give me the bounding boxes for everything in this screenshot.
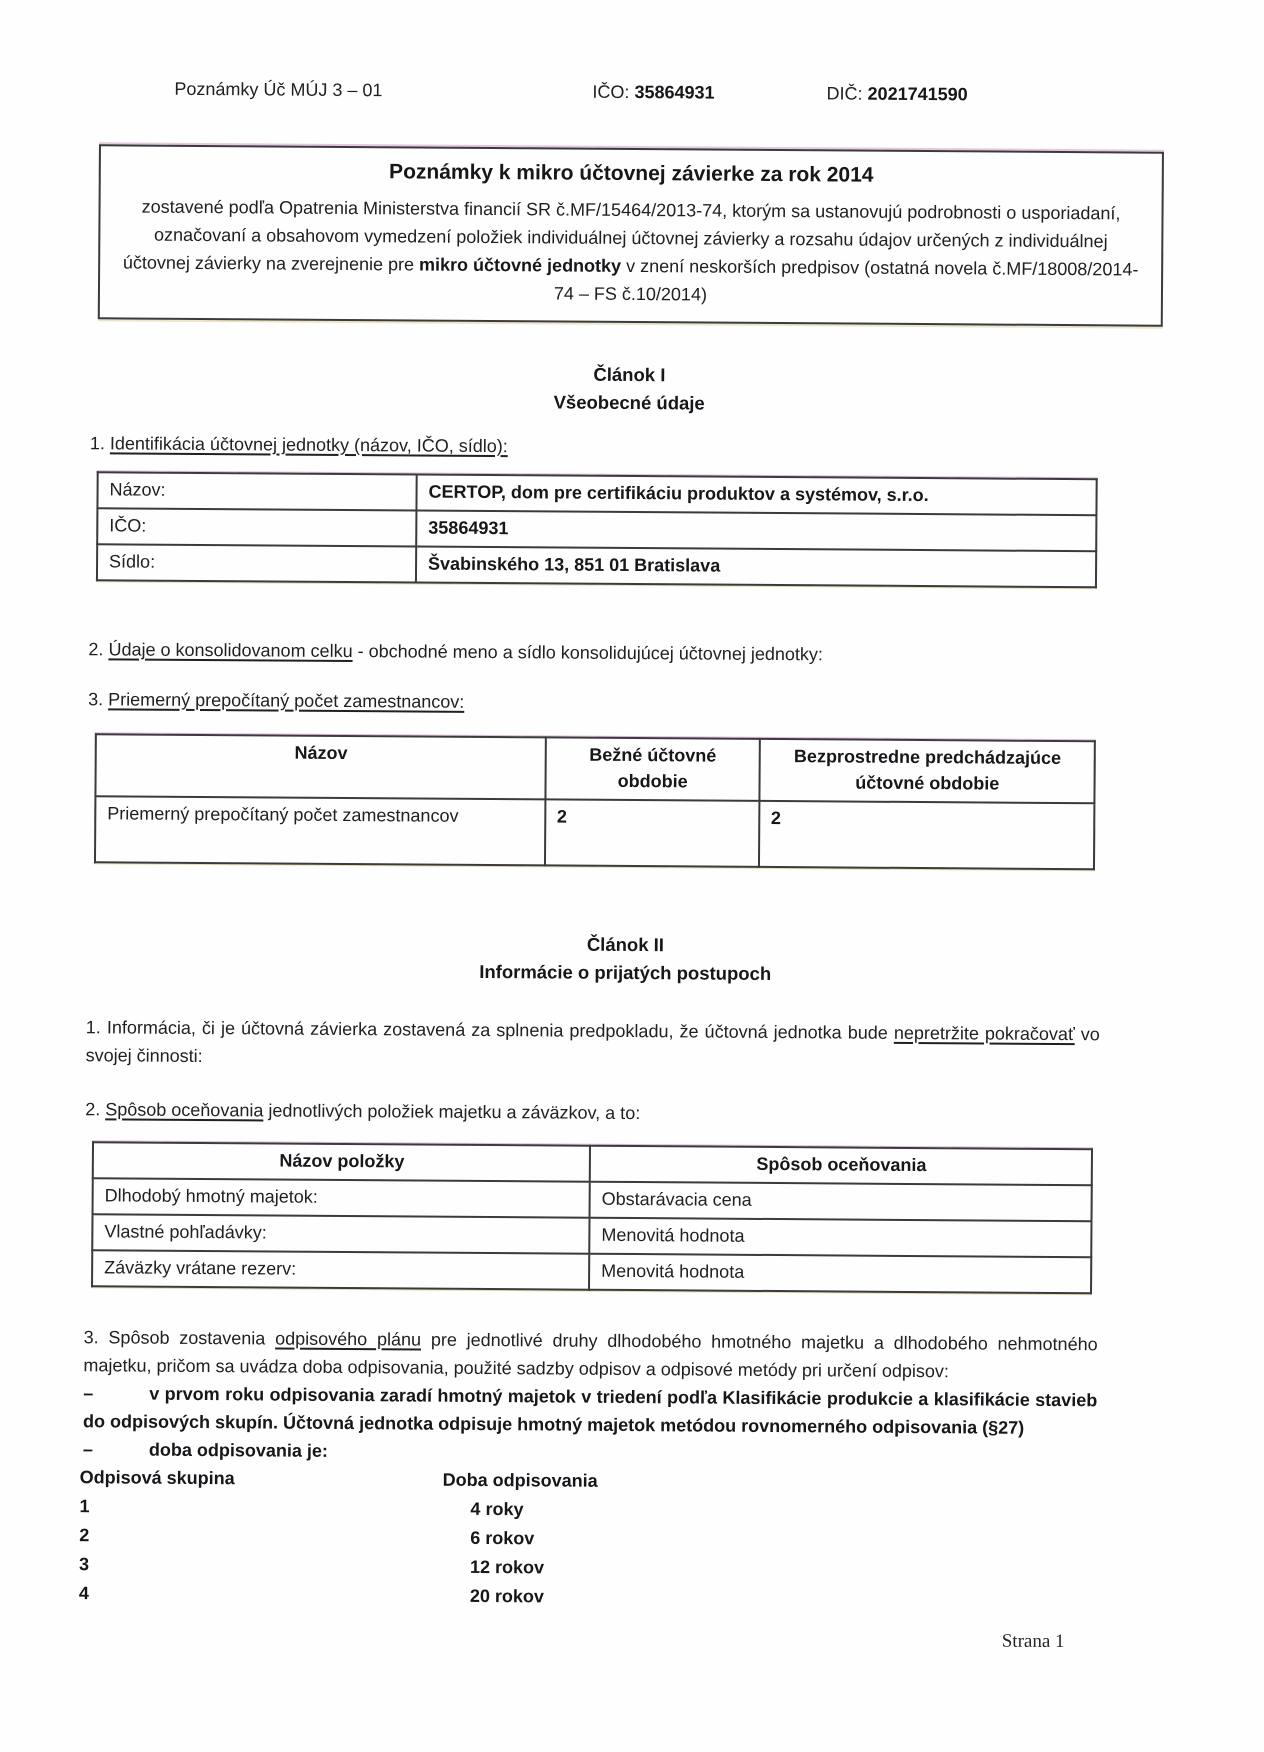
article-2-heading — [0, 927, 1257, 992]
intro-text: zostavené podľa Opatrenia Ministerstva financií SR č.MF/15464/2013-74, ktorým sa ustanovujú podrobnosti o usporiadaní, označovaní a obsahovom vymedzení položiek individuálnej účtovnej závierky a rozsahu údajov určených z individuálnej účtovnej závierky na zverejnenie pre — [122, 196, 1121, 275]
document-header — [174, 77, 1263, 109]
ident-label-sidlo: Sídlo: — [97, 544, 416, 582]
notes-title-box — [98, 144, 1164, 326]
depreciation-duration-header: Doba odpisovania — [442, 1469, 598, 1491]
depreciation-duration: 20 rokov — [469, 1585, 544, 1607]
table-header-row — [95, 734, 1094, 803]
section-1-1-heading — [90, 429, 1161, 464]
section-number: 2. — [88, 639, 109, 660]
valuation-header-method: Spôsob oceňovania — [590, 1146, 1092, 1186]
article-2-title: Článok II — [586, 933, 665, 956]
employees-header-nazov: Názov — [95, 734, 545, 799]
bullet-text: v prvom roku odpisovania zaradí hmotný majetok v triedení podľa Klasifikácie produkcie a klasifikácie stavieb do odpisových skupín. Účtovná jednotka odpisuje hmotný majetok metódou rovnomerného odpisovania (§27) — [83, 1383, 1098, 1438]
depreciation-schedule — [0, 1463, 1254, 1617]
table-row — [95, 796, 1094, 869]
intro-text-bold: mikro účtovné jednotky — [418, 254, 622, 276]
identification-table — [96, 471, 1098, 588]
employees-header-previous: Bezprostredne predchádzajúce účtovné obdobie — [759, 739, 1095, 803]
article-1-title: Článok I — [593, 363, 666, 386]
depreciation-group: 2 — [79, 1525, 90, 1546]
ident-value-ico: 35864931 — [416, 511, 1096, 552]
depreciation-duration: 12 rokov — [470, 1556, 545, 1578]
valuation-table — [91, 1141, 1093, 1294]
employees-header-current: Bežné účtovné obdobie — [545, 737, 759, 800]
section-1-2-heading — [88, 635, 1159, 670]
ident-label-ico: IČO: — [97, 508, 416, 546]
paragraph-text: 3. Spôsob zostavenia — [83, 1327, 276, 1349]
depreciation-duration: 4 roky — [470, 1498, 524, 1520]
valuation-method: Menovitá hodnota — [589, 1254, 1091, 1294]
section-title-underlined: Spôsob oceňovania — [105, 1099, 264, 1121]
employees-row-label: Priemerný prepočítaný počet zamestnancov — [95, 796, 545, 865]
depreciation-group-header: Odpisová skupina — [79, 1467, 235, 1489]
dash-bullet: – — [82, 1439, 93, 1460]
depreciation-group: 3 — [79, 1554, 90, 1575]
section-number: 3. — [88, 689, 109, 710]
ico-label: IČO: — [592, 81, 630, 102]
valuation-header-item: Názov položky — [93, 1142, 590, 1181]
ico-value: 35864931 — [634, 82, 715, 103]
valuation-item: Dlhodobý hmotný majetok: — [93, 1178, 590, 1217]
valuation-item: Záväzky vrátane rezerv: — [92, 1250, 589, 1289]
page-number: Strana 1 — [1001, 1630, 1065, 1653]
paragraph-text-underlined: odpisového plánu — [275, 1328, 422, 1350]
form-code: Poznámky Úč MÚJ 3 – 01 — [174, 78, 383, 101]
depreciation-duration: 6 rokov — [470, 1527, 535, 1549]
paragraph-text: 1. Informácia, či je účtovná závierka zostavená za splnenia predpokladu, že účtovná jednotka bude — [85, 1017, 894, 1043]
article-1-subtitle: Všeobecné údaje — [553, 391, 705, 414]
section-title-rest: jednotlivých položiek majetku a záväzkov, a to: — [263, 1100, 641, 1124]
depreciation-bullet-1 — [83, 1379, 1097, 1442]
depreciation-group: 1 — [79, 1496, 90, 1517]
paragraph-text-rest: pre jednotlivé druhy dlhodobého hmotného majetku a dlhodobého nehmotného majetku, pričom sa uvádza doba odpisovania, použité sadzby odpisov a odpisové metódy pri určení odpisov: — [83, 1329, 1098, 1382]
section-2-2-heading — [85, 1095, 1156, 1130]
employees-current-value: 2 — [545, 799, 759, 866]
depreciation-group: 4 — [78, 1583, 89, 1604]
section-number: 1. — [89, 433, 110, 454]
valuation-item: Vlastné pohľadávky: — [92, 1214, 589, 1253]
paragraph-text-rest: vo svojej činnosti: — [85, 1024, 1100, 1067]
table-row — [97, 544, 1096, 587]
employees-table — [94, 733, 1096, 870]
section-title-underlined: Identifikácia účtovnej jednotky (názov, IČO, sídlo): — [109, 433, 508, 457]
section-title-underlined: Priemerný prepočítaný počet zamestnancov: — [108, 689, 465, 712]
notes-intro-paragraph — [118, 192, 1144, 311]
dic-label: DIČ: — [826, 83, 863, 104]
section-title-rest: - obchodné meno a sídlo konsolidujúcej účtovnej jednotky: — [352, 641, 823, 665]
ident-value-nazov: CERTOP, dom pre certifikáciu produktov a systémov, s.r.o. — [416, 475, 1096, 516]
bullet-text: doba odpisovania je: — [148, 1439, 328, 1461]
notes-title: Poznámky k mikro účtovnej závierke za rok 2014 — [389, 160, 874, 187]
ident-label-nazov: Názov: — [97, 472, 416, 510]
article-1-heading — [0, 357, 1261, 422]
valuation-method: Menovitá hodnota — [589, 1218, 1091, 1258]
employees-previous-value: 2 — [759, 801, 1095, 869]
intro-text-rest: v znení neskorších predpisov (ostatná novela č.MF/18008/2014-74 – FS č.10/2014) — [553, 255, 1139, 305]
ident-value-sidlo: Švabinského 13, 851 01 Bratislava — [416, 547, 1096, 588]
article-2-subtitle: Informácie o prijatých postupoch — [479, 960, 772, 984]
table-row — [92, 1250, 1091, 1293]
valuation-method: Obstarávacia cena — [590, 1182, 1092, 1222]
section-2-1-paragraph — [86, 1013, 1100, 1076]
paragraph-text-underlined: nepretržite pokračovať — [893, 1022, 1075, 1045]
section-title-underlined: Údaje o konsolidovanom celku — [108, 639, 353, 662]
section-2-3-paragraph — [83, 1323, 1097, 1386]
dic-value: 2021741590 — [867, 83, 968, 105]
section-1-3-heading — [88, 685, 1159, 720]
section-number: 2. — [85, 1099, 106, 1120]
dash-bullet: – — [83, 1383, 94, 1404]
